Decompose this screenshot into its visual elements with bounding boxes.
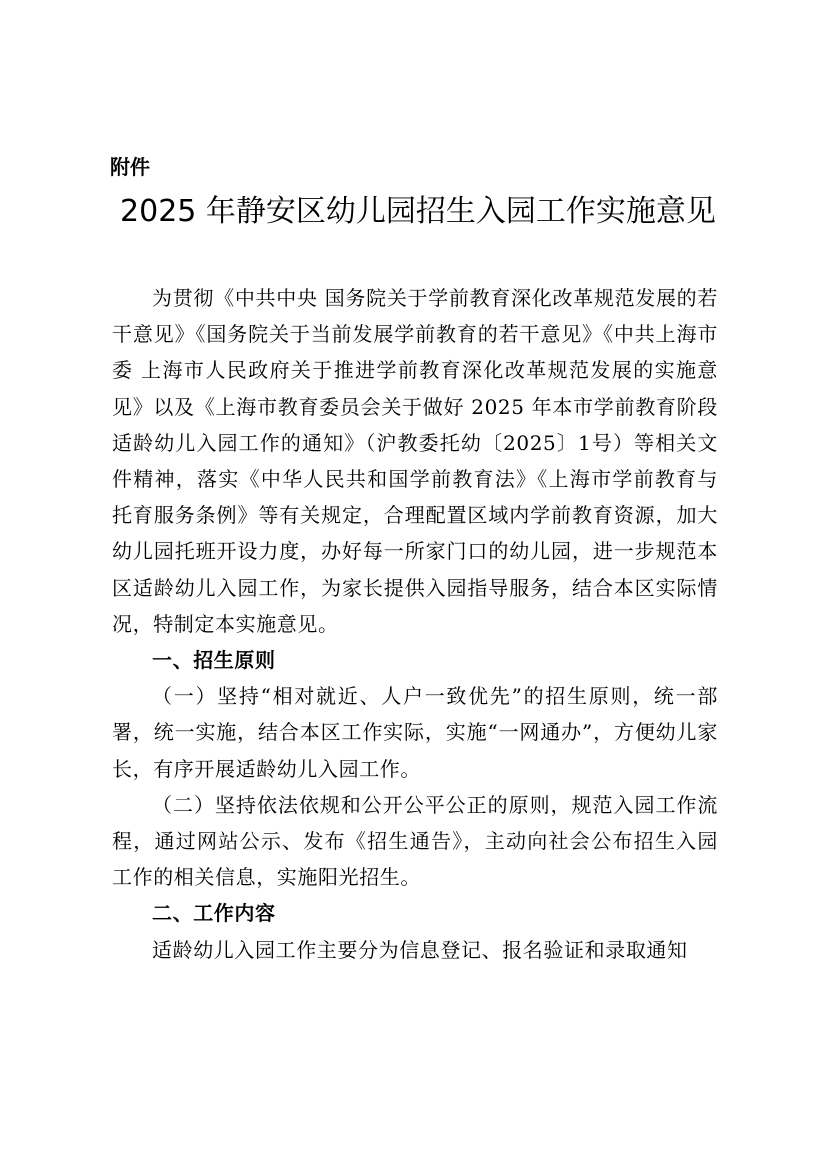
principle-item-2: （二）坚持依法依规和公开公平公正的原则，规范入园工作流程，通过网站公示、发布《招生通告》，主动向社会公布招生入园工作的相关信息，实施阳光招生。 [112,792,718,890]
section-heading-work-content: 二、工作内容 [152,901,276,926]
document-body [112,280,718,968]
principle-item-1: （一）坚持“相对就近、人户一致优先”的招生原则，统一部署，统一实施，结合本区工作实际，实施“一网通办”，方便幼儿家长，有序开展适龄幼儿入园工作。 [112,684,718,781]
work-content-paragraph: 适龄幼儿入园工作主要分为信息登记、报名验证和录取通知 [152,937,688,962]
section-heading-principles: 一、招生原则 [152,648,276,673]
document-title: 2025 年静安区幼儿园招生入园工作实施意见 [120,194,716,229]
intro-paragraph: 为贯彻《中共中央 国务院关于学前教育深化改革规范发展的若干意见》《国务院关于当前发展学前教育的若干意见》《中共上海市委 上海市人民政府关于推进学前教育深化改革规范发展的实施意见》以及《上海市教育委员会关于做好 2025 年本市学前教育阶段适龄幼儿入园工作的通知》（沪教委托幼〔2025〕1号）等相关文件精神，落实《中华人民共和国学前教育法》《上海市学前教育与托育服务条例》等有关规定，合理配置区域内学前教育资源，加大幼儿园托班开设力度，办好每一所家门口的幼儿园，进一步规范本区适龄幼儿入园工作，为家长提供入园指导服务，结合本区实际情况，特制定本实施意见。 [112,286,718,636]
attachment-label: 附件 [110,155,150,179]
